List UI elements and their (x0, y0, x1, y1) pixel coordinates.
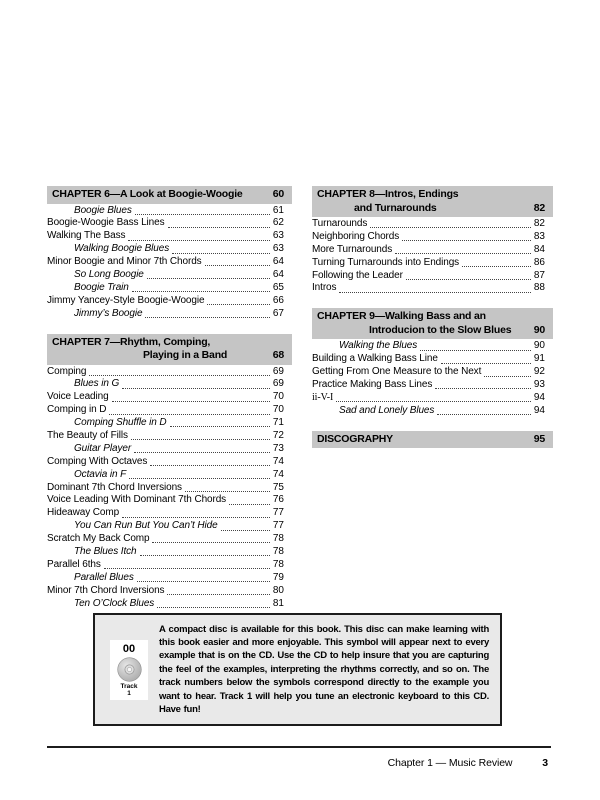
entry-page-number: 88 (533, 282, 545, 294)
entry-page-number: 80 (272, 584, 284, 596)
header-spacer (243, 188, 273, 202)
toc-entry (47, 430, 284, 443)
toc-entry (47, 308, 284, 321)
cd-track-label: Track (120, 682, 138, 690)
dot-leader (420, 350, 531, 351)
dot-leader (137, 581, 270, 582)
dot-leader (157, 607, 270, 608)
toc-entry (47, 482, 284, 495)
entry-page-number: 70 (272, 404, 284, 416)
chapter-title-line2: Playing in a Band (143, 349, 228, 362)
chapter-entries (312, 340, 553, 417)
cd-disc-icon (117, 657, 142, 682)
entry-page-number: 81 (272, 597, 284, 609)
dot-leader (172, 253, 270, 254)
entry-title: Getting From One Measure to the Next (312, 366, 482, 378)
dot-leader (168, 227, 270, 228)
entry-page-number: 63 (272, 230, 284, 242)
entry-title: Jimmy Yancey-Style Boogie-Woogie (47, 294, 205, 306)
chapter-page-number: 60 (272, 188, 284, 200)
dot-leader (128, 240, 269, 241)
toc-entry (47, 256, 284, 269)
dot-leader (104, 568, 270, 569)
entry-title: Parallel Blues (74, 571, 134, 583)
toc-entry (47, 494, 284, 507)
toc-entry (312, 392, 545, 405)
entry-page-number: 74 (272, 468, 284, 480)
dot-leader (435, 388, 531, 389)
dot-leader (131, 439, 270, 440)
entry-page-number: 79 (272, 571, 284, 583)
entry-page-number: 86 (533, 256, 545, 268)
toc-section (312, 431, 553, 449)
chapter-entries (312, 218, 553, 295)
entry-page-number: 73 (272, 442, 284, 454)
entry-title: Sad and Lonely Blues (339, 404, 435, 416)
entry-page-number: 71 (272, 417, 284, 429)
entry-page-number: 78 (272, 558, 284, 570)
entry-page-number: 92 (533, 366, 545, 378)
toc-entry (312, 257, 545, 270)
toc-entry (47, 469, 284, 482)
toc-entry (47, 230, 284, 243)
entry-title: Voice Leading (47, 391, 109, 403)
entry-page-number: 66 (272, 294, 284, 306)
entry-title: Following the Leader (312, 269, 403, 281)
cd-symbol-card (110, 640, 148, 700)
entry-title: Minor Boogie and Minor 7th Chords (47, 256, 202, 268)
entry-page-number: 83 (533, 230, 545, 242)
entry-page-number: 64 (272, 256, 284, 268)
entry-title: Minor 7th Chord Inversions (47, 584, 165, 596)
toc-entry (47, 533, 284, 546)
page-footer (47, 757, 548, 769)
toc-entry (47, 417, 284, 430)
dot-leader (150, 465, 270, 466)
entry-page-number: 87 (533, 269, 545, 281)
entry-title: Jimmy’s Boogie (74, 307, 143, 319)
entry-page-number: 94 (533, 404, 545, 416)
entry-title: Comping Shuffle in D (74, 417, 167, 429)
entry-page-number: 78 (272, 533, 284, 545)
dot-leader (221, 530, 270, 531)
toc-entry (312, 270, 545, 283)
chapter-header-bar (312, 186, 553, 217)
dot-leader (402, 240, 531, 241)
toc-section (312, 186, 553, 295)
toc-entry (47, 443, 284, 456)
toc-entry (312, 340, 545, 353)
toc-column-right (312, 186, 553, 610)
chapter-page-number: 95 (533, 432, 545, 445)
dot-leader (89, 375, 270, 376)
entry-title: Neighboring Chords (312, 230, 400, 242)
dot-leader (134, 452, 270, 453)
toc-entry (312, 379, 545, 392)
toc-entry (47, 366, 284, 379)
entry-title: Comping in D (47, 404, 107, 416)
entry-page-number: 82 (533, 218, 545, 229)
toc-section (312, 308, 553, 417)
toc-entry (47, 456, 284, 469)
table-of-contents (47, 186, 553, 610)
footer-chapter-label: Chapter 1 — Music Review (387, 757, 513, 769)
toc-entry (312, 218, 545, 231)
entry-title: Voice Leading With Dominant 7th Chords (47, 494, 227, 506)
entry-title: More Turnarounds (312, 243, 393, 255)
chapter-title-line2: Introducion to the Slow Blues (369, 323, 512, 336)
cd-note-box (93, 613, 502, 726)
chapter-header-bar (47, 334, 292, 365)
entry-title: You Can Run But You Can’t Hide (74, 520, 218, 532)
entry-title: Blues in G (74, 378, 120, 390)
toc-entry (47, 205, 284, 218)
entry-page-number: 69 (272, 365, 284, 377)
footer-rule (47, 746, 551, 748)
toc-column-left (47, 186, 292, 610)
cd-track-number: 1 (127, 690, 131, 697)
chapter-title: CHAPTER 9—Walking Bass and an (317, 310, 486, 323)
entry-title: Walking The Bass (47, 230, 126, 242)
chapter-header-bar (312, 308, 553, 339)
entry-title: Turnarounds (312, 218, 368, 229)
entry-title: Ten O’Clock Blues (74, 597, 155, 609)
toc-entry (312, 282, 545, 295)
entry-page-number: 67 (272, 307, 284, 319)
toc-entry (312, 353, 545, 366)
entry-title: Boogie-Woogie Bass Lines (47, 217, 165, 229)
toc-entry (312, 244, 545, 257)
entry-title: Dominant 7th Chord Inversions (47, 481, 182, 493)
toc-entry (312, 405, 545, 418)
toc-entry (47, 295, 284, 308)
entry-page-number: 90 (533, 340, 545, 352)
dot-leader (395, 253, 531, 254)
dot-leader (406, 279, 531, 280)
entry-title: Turning Turnarounds into Endings (312, 256, 460, 268)
toc-entry (312, 231, 545, 244)
dot-leader (167, 594, 269, 595)
entry-title: Walking the Blues (339, 340, 418, 352)
entry-page-number: 62 (272, 217, 284, 229)
entry-title: The Beauty of Fills (47, 429, 128, 441)
dot-leader (229, 504, 270, 505)
toc-entry (47, 391, 284, 404)
entry-title: Scratch My Back Comp (47, 533, 150, 545)
entry-page-number: 64 (272, 268, 284, 280)
chapter-header-bar (312, 431, 553, 449)
chapter-entries (47, 205, 292, 321)
dot-leader (441, 363, 531, 364)
toc-entry (47, 572, 284, 585)
entry-title: ii-V-I (312, 391, 334, 403)
chapter-header-bar (47, 186, 292, 204)
dot-leader (207, 304, 269, 305)
toc-entry (47, 404, 284, 417)
entry-title: Parallel 6ths (47, 558, 101, 570)
dot-leader (129, 478, 270, 479)
dot-leader (132, 291, 270, 292)
cd-track-count-label: 00 (122, 642, 136, 655)
dot-leader (484, 376, 531, 377)
entry-title: Hideaway Comp (47, 507, 120, 519)
entry-title: Comping With Octaves (47, 455, 148, 467)
chapter-title: CHAPTER 7—Rhythm, Comping, (52, 335, 211, 348)
entry-page-number: 75 (272, 481, 284, 493)
entry-page-number: 65 (272, 281, 284, 293)
entry-title: Guitar Player (74, 442, 132, 454)
toc-section (47, 334, 292, 611)
entry-page-number: 74 (272, 455, 284, 467)
toc-section (47, 186, 292, 321)
entry-title: Practice Making Bass Lines (312, 379, 433, 391)
chapter-title-line2: and Turnarounds (354, 201, 437, 214)
entry-page-number: 91 (533, 353, 545, 365)
dot-leader (145, 317, 269, 318)
entry-page-number: 78 (272, 545, 284, 557)
entry-title: Walking Boogie Blues (74, 243, 170, 255)
footer-page-number: 3 (542, 757, 548, 769)
chapter-page-number: 90 (533, 323, 545, 336)
toc-entry (47, 546, 284, 559)
dot-leader (185, 491, 270, 492)
entry-page-number: 77 (272, 507, 284, 519)
entry-title: Intros (312, 282, 337, 294)
toc-entry (47, 378, 284, 391)
dot-leader (336, 401, 531, 402)
entry-title: Building a Walking Bass Line (312, 353, 438, 365)
dot-leader (205, 265, 270, 266)
entry-page-number: 61 (272, 204, 284, 216)
toc-entry (47, 282, 284, 295)
toc-entry (47, 559, 284, 572)
header-spacer (511, 324, 533, 338)
dot-leader (437, 414, 531, 415)
toc-entry (47, 507, 284, 520)
entry-title: Comping (47, 365, 87, 377)
toc-entry (47, 217, 284, 230)
dot-leader (152, 542, 269, 543)
entry-page-number: 94 (533, 391, 545, 403)
toc-entry (47, 269, 284, 282)
cd-note-text: A compact disc is available for this book. This disc can make learning with this book easier and more enjoyable. This symbol will appear next to every example that is on the CD. Use the CD to help insure that you are capturing the feel of the examples, interpreting the rhythms correctly, and so on. The track numbers below the symbols correspond directly to the example you want to hear. Track 1 will help you tune an electronic keyboard to this CD. Have fun! (159, 623, 489, 716)
chapter-title: DISCOGRAPHY (317, 432, 393, 445)
chapter-title: CHAPTER 8—Intros, Endings (317, 188, 459, 200)
dot-leader (122, 388, 270, 389)
toc-entry (47, 598, 284, 611)
entry-page-number: 77 (272, 520, 284, 532)
entry-page-number: 63 (272, 243, 284, 255)
header-spacer (393, 433, 534, 447)
toc-entry (312, 366, 545, 379)
entry-page-number: 93 (533, 379, 545, 391)
entry-page-number: 70 (272, 391, 284, 403)
dot-leader (339, 292, 530, 293)
toc-entry (47, 243, 284, 256)
chapter-entries (47, 366, 292, 611)
chapter-page-number: 68 (272, 349, 284, 362)
entry-page-number: 76 (272, 494, 284, 506)
dot-leader (170, 426, 270, 427)
dot-leader (370, 227, 531, 228)
dot-leader (122, 517, 270, 518)
header-spacer (437, 202, 534, 216)
toc-entry (47, 585, 284, 598)
dot-leader (109, 414, 269, 415)
entry-page-number: 72 (272, 429, 284, 441)
entry-title: Boogie Train (74, 281, 129, 293)
dot-leader (147, 278, 270, 279)
dot-leader (135, 214, 270, 215)
entry-title: The Blues Itch (74, 545, 137, 557)
dot-leader (112, 401, 270, 402)
entry-page-number: 84 (533, 243, 545, 255)
chapter-page-number: 82 (533, 201, 545, 214)
entry-title: So Long Boogie (74, 268, 144, 280)
header-spacer (227, 349, 273, 363)
chapter-title: CHAPTER 6—A Look at Boogie-Woogie (52, 188, 243, 200)
dot-leader (140, 555, 270, 556)
entry-title: Octavia in F (74, 468, 127, 480)
dot-leader (462, 266, 531, 267)
entry-page-number: 69 (272, 378, 284, 390)
entry-title: Boogie Blues (74, 204, 132, 216)
toc-entry (47, 520, 284, 533)
